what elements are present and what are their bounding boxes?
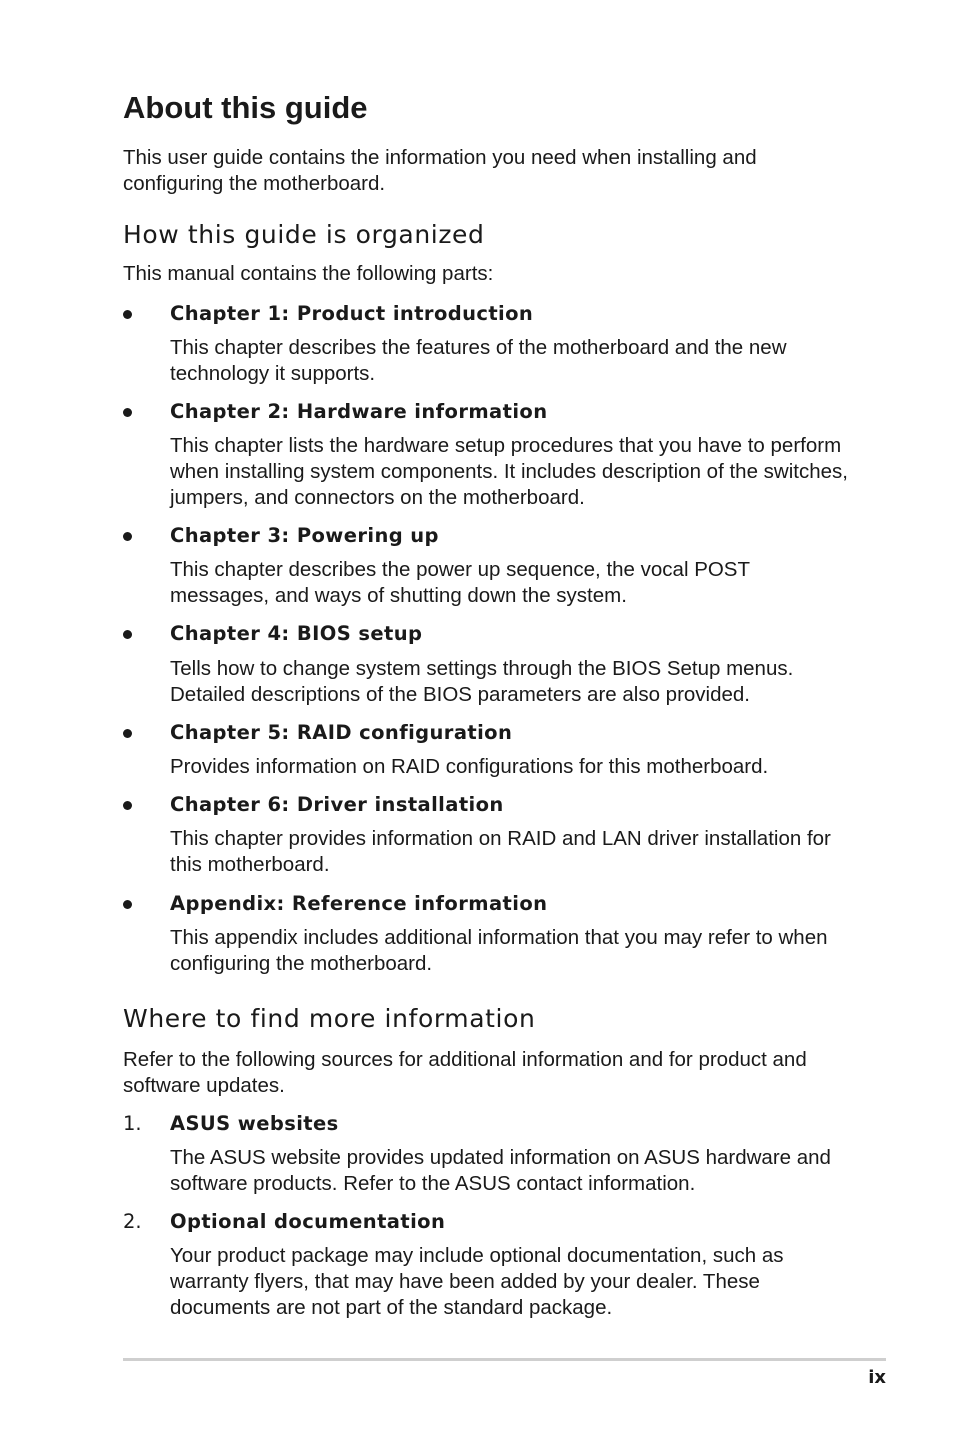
chapter-4-description: Tells how to change system settings through the BIOS Setup menus. Detailed descriptions of the BIOS parameters are also provided. [170, 657, 794, 706]
bullet-icon [123, 630, 132, 639]
page-title: About this guide [123, 90, 368, 125]
page-number: ix [868, 1367, 886, 1388]
bullet-icon [123, 408, 132, 417]
organized-lead: This manual contains the following parts: [123, 262, 494, 285]
chapter-6-description: This chapter provides information on RAID and LAN driver installation for this motherboard. [170, 827, 831, 876]
intro-paragraph: This user guide contains the information you need when installing and configuring the motherboard. [123, 146, 757, 195]
chapter-3-description: This chapter describes the power up sequence, the vocal POST messages, and ways of shutting down the system. [170, 558, 750, 607]
bullet-icon [123, 729, 132, 738]
chapter-1-description: This chapter describes the features of the motherboard and the new technology it supports. [170, 336, 787, 385]
chapter-3-heading: Chapter 3: Powering up [170, 524, 439, 547]
chapter-5-description: Provides information on RAID configurations for this motherboard. [170, 755, 769, 778]
section-heading-organized: How this guide is organized [123, 220, 485, 249]
source-1-description: The ASUS website provides updated information on ASUS hardware and software products. Refer to the ASUS contact information. [170, 1146, 831, 1195]
appendix-heading: Appendix: Reference information [170, 892, 548, 915]
bullet-icon [123, 801, 132, 810]
bullet-icon [123, 310, 132, 319]
chapter-6-heading: Chapter 6: Driver installation [170, 793, 504, 816]
source-2-heading: Optional documentation [170, 1210, 446, 1233]
chapter-2-description: This chapter lists the hardware setup procedures that you have to perform when installing system components. It includes description of the switches, jumpers, and connectors on the motherboard. [170, 434, 848, 509]
source-1-heading: ASUS websites [170, 1112, 339, 1135]
chapter-4-heading: Chapter 4: BIOS setup [170, 622, 423, 645]
bullet-icon [123, 900, 132, 909]
source-1-number: 1. [123, 1112, 142, 1135]
bullet-icon [123, 532, 132, 541]
appendix-description: This appendix includes additional information that you may refer to when configuring the motherboard. [170, 926, 828, 975]
section-heading-more-info: Where to find more information [123, 1004, 536, 1033]
chapter-1-heading: Chapter 1: Product introduction [170, 302, 534, 325]
more-info-lead: Refer to the following sources for additional information and for product and software updates. [123, 1048, 807, 1097]
source-2-number: 2. [123, 1210, 142, 1233]
chapter-2-heading: Chapter 2: Hardware information [170, 400, 548, 423]
source-2-description: Your product package may include optional documentation, such as warranty flyers, that may have been added by your dealer. These documents are not part of the standard package. [170, 1244, 784, 1319]
footer-divider [123, 1358, 886, 1361]
chapter-5-heading: Chapter 5: RAID configuration [170, 721, 513, 744]
